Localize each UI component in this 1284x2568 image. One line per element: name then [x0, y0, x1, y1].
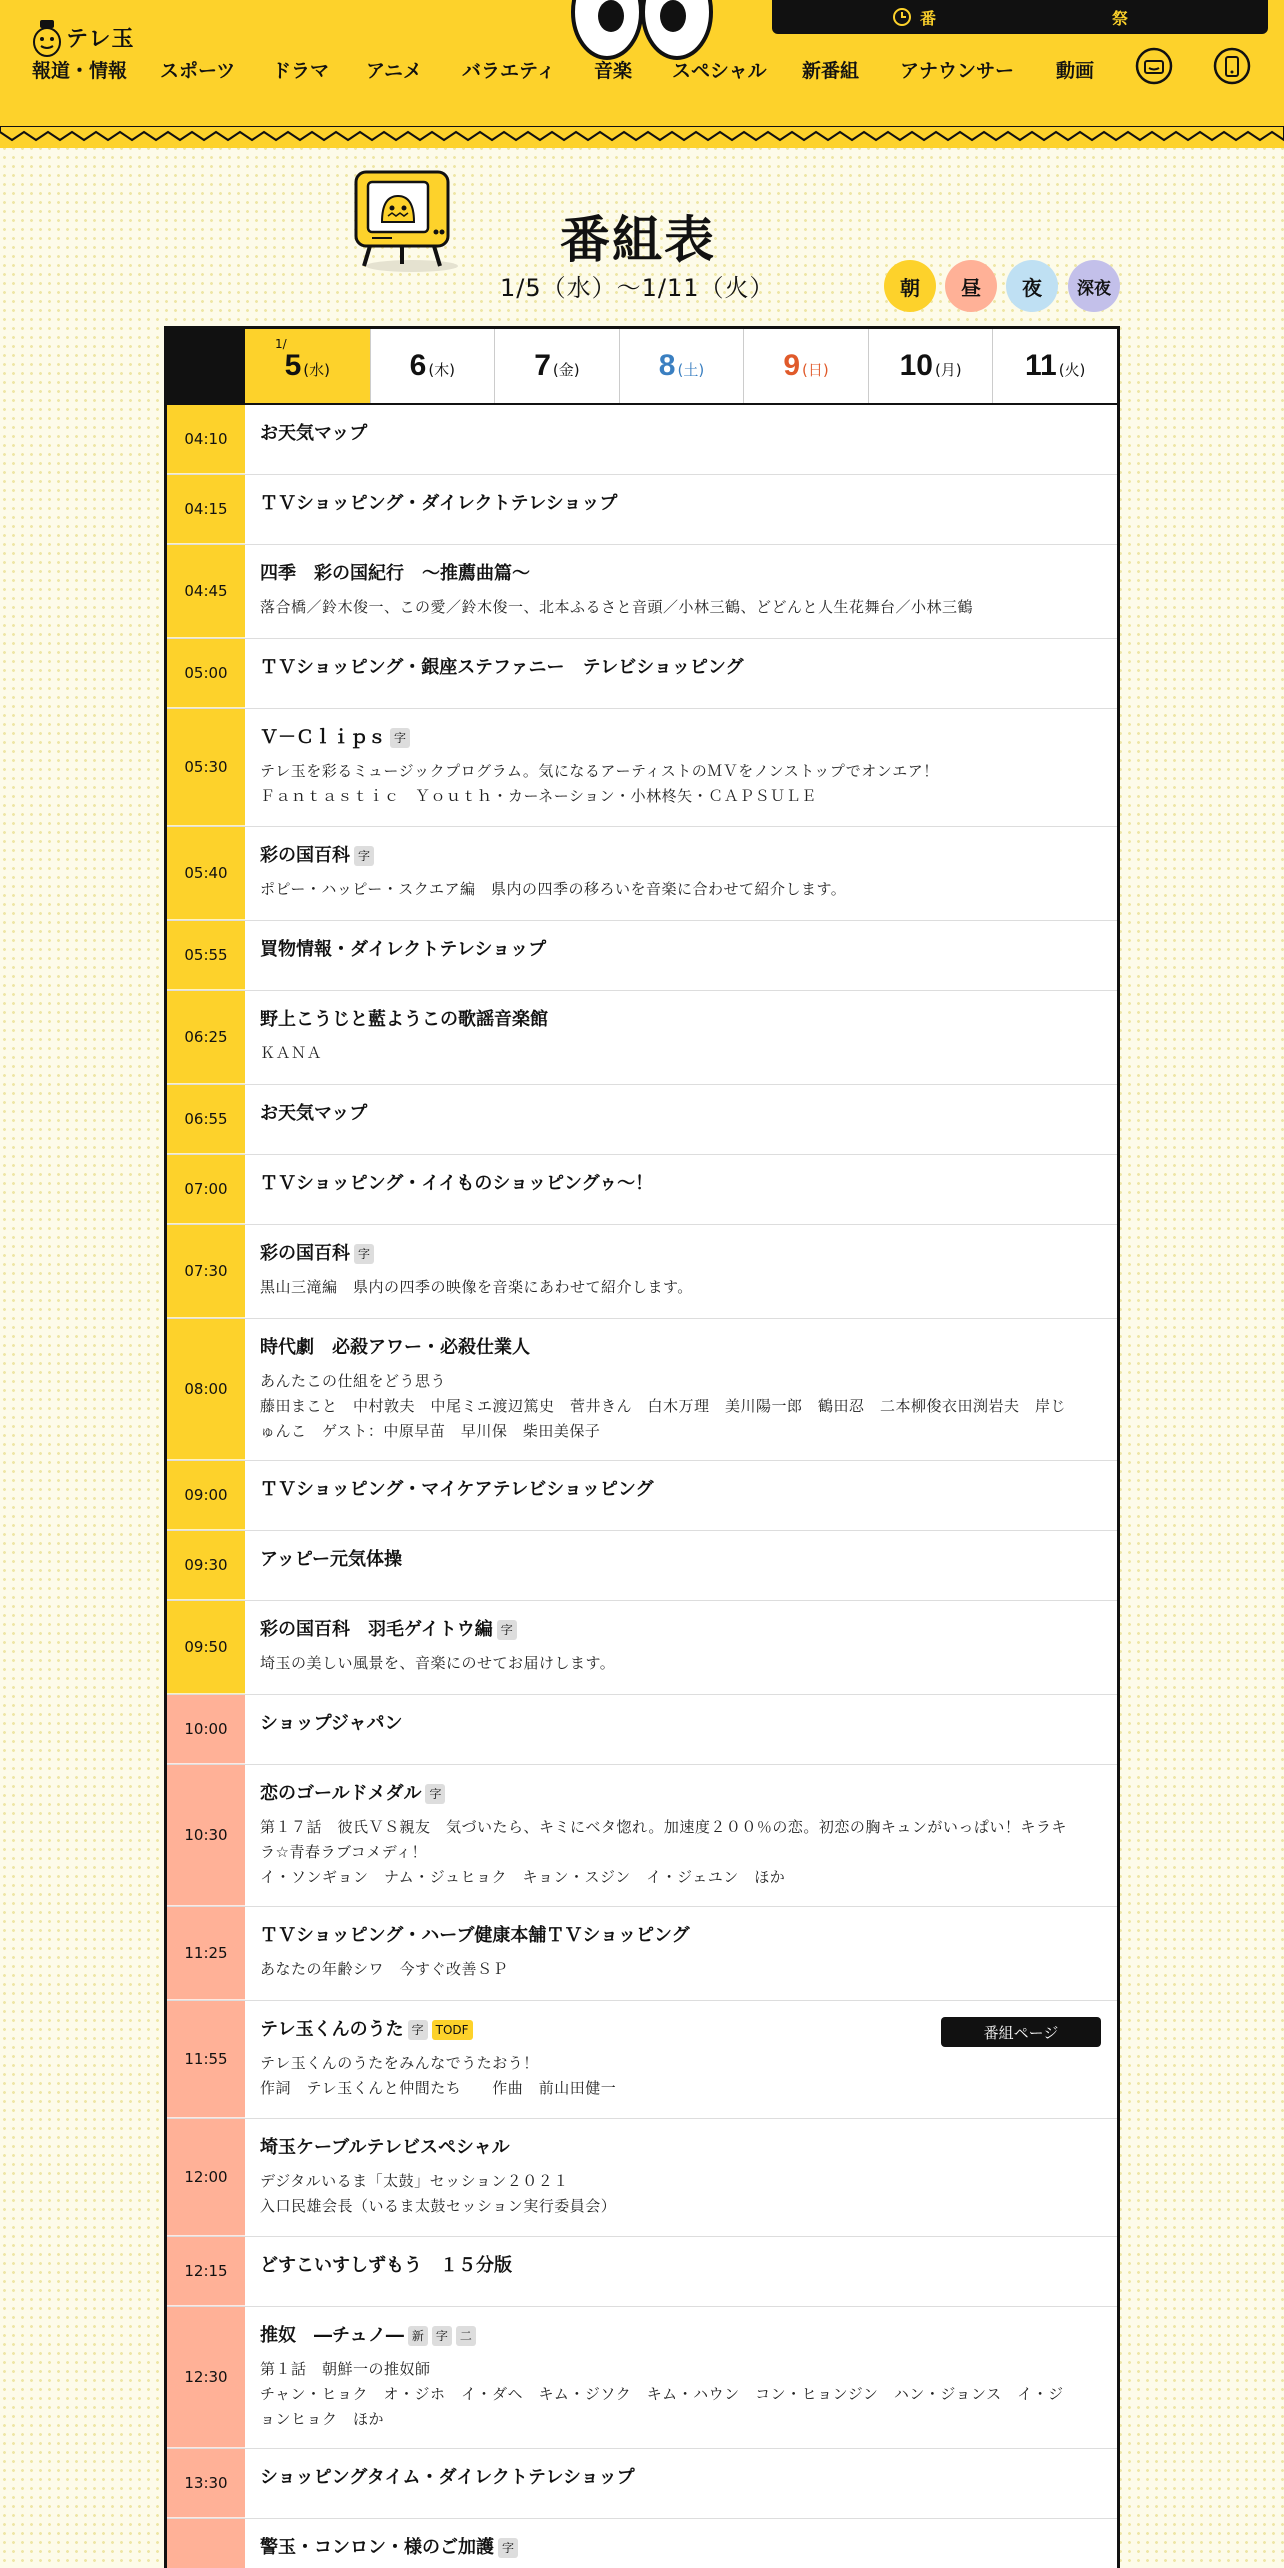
program-badge: 字	[354, 1244, 374, 1264]
description-line: ラ☆青春ラブコメディ！	[260, 1843, 427, 1861]
program-time: 09:00	[167, 1461, 245, 1530]
program-time: 05:00	[167, 639, 245, 708]
date-range: 1/5（水）〜1/11（火）	[500, 274, 775, 302]
day-tab-10[interactable]	[868, 329, 993, 403]
program-title[interactable]	[260, 2535, 1101, 2561]
program-time	[167, 2519, 245, 2568]
program-description	[260, 595, 1101, 620]
program-title-text: ショップジャパン	[260, 1713, 403, 1734]
description-line: 黒山三滝編 県内の四季の映像を音楽にあわせて紹介します。	[260, 1278, 693, 1296]
logo-text: テレ玉	[66, 27, 135, 52]
program-title-text: お天気マップ	[260, 1103, 368, 1124]
program-time: 07:00	[167, 1155, 245, 1224]
day-tab-6[interactable]	[370, 329, 495, 403]
program-badge: 新	[408, 2326, 428, 2346]
program-time: 11:25	[167, 1907, 245, 2000]
description-line: 藤田まこと 中村敦夫 中尾ミエ渡辺篤史 菅井きん 白木万理 美川陽一郎 鶴田忍 二本柳俊衣田渕岩夫 岸じ	[260, 1397, 1067, 1415]
program-title[interactable]	[260, 2465, 1101, 2491]
time-morning-button[interactable]: 朝	[884, 260, 936, 312]
program-title[interactable]	[260, 1617, 1101, 1643]
program-info	[260, 2135, 1101, 2219]
program-row	[167, 639, 1117, 709]
table-corner	[167, 329, 245, 405]
time-noon-button[interactable]: 昼	[945, 260, 997, 312]
program-row	[167, 475, 1117, 545]
program-info	[260, 937, 1101, 963]
program-badge: 字	[432, 2326, 452, 2346]
program-time: 11:55	[167, 2001, 245, 2118]
program-title[interactable]	[260, 937, 1101, 963]
program-title-text: 推奴 ―チュノ―	[260, 2325, 404, 2346]
program-title-text: 買物情報・ダイレクトテレショップ	[260, 939, 547, 960]
program-badge: 字	[354, 846, 374, 866]
program-description	[260, 877, 1101, 902]
description-line: チャン・ヒョク オ・ジホ イ・ダヘ キム・ジソク キム・ハウン コン・ヒョンジン ハン・ジョンス イ・ジ	[260, 2385, 1064, 2403]
program-row	[167, 1695, 1117, 1765]
program-title-text: ＴＶショッピング・ダイレクトテレショップ	[260, 493, 618, 514]
clock-right-text: 祭	[1112, 9, 1129, 28]
program-info	[260, 655, 1101, 681]
program-time: 07:30	[167, 1225, 245, 1318]
program-info	[260, 843, 1101, 902]
day-of-week: (火)	[1058, 360, 1086, 379]
program-title[interactable]	[260, 2323, 1101, 2349]
program-info	[260, 491, 1101, 517]
nav-announcers[interactable]: アナウンサー	[900, 60, 1015, 82]
program-time: 04:10	[167, 405, 245, 474]
program-description	[260, 1041, 1101, 1066]
program-description	[260, 1815, 1101, 1890]
description-line: 落合橋／鈴木俊一、この愛／鈴木俊一、北本ふるさと音頭／小林三鶴、どどんと人生花舞台／小林三鶴	[260, 598, 974, 616]
program-badge: 字	[408, 2020, 428, 2040]
description-line: あんたこの仕組をどう思う	[260, 1372, 447, 1390]
day-number: 6	[409, 349, 427, 382]
program-title-text: 野上こうじと藍ようこの歌謡音楽館	[260, 1009, 548, 1030]
program-row	[167, 1085, 1117, 1155]
tele-tama-app-icon[interactable]	[1134, 46, 1174, 86]
description-line: 埼玉の美しい風景を、音楽にのせてお届けします。	[260, 1654, 616, 1672]
program-page-button[interactable]: 番組ページ	[941, 2017, 1101, 2047]
program-time: 10:00	[167, 1695, 245, 1764]
program-title-text: アッピー元気体操	[260, 1549, 403, 1570]
program-info	[260, 421, 1101, 447]
program-title[interactable]	[260, 1477, 1101, 1503]
program-row	[167, 1225, 1117, 1319]
program-title-text: 時代劇 必殺アワー・必殺仕業人	[260, 1337, 530, 1358]
program-title-text: お天気マップ	[260, 423, 368, 444]
page-title: 番組表	[560, 210, 716, 269]
day-header-row	[167, 329, 1117, 405]
program-time: 12:15	[167, 2237, 245, 2306]
description-line: イ・ソンギョン ナム・ジュヒョク キョン・スジン イ・ジェユン ほか	[260, 1868, 786, 1886]
program-row	[167, 1155, 1117, 1225]
program-time: 08:00	[167, 1319, 245, 1460]
day-tab-9[interactable]	[743, 329, 868, 403]
program-info	[260, 1007, 1101, 1066]
description-line: テレ玉くんのうたをみんなでうたおう！	[260, 2054, 539, 2072]
day-of-week: (水)	[303, 360, 330, 379]
description-line: 第１話 朝鮮一の推奴師	[260, 2360, 431, 2378]
program-time: 12:00	[167, 2119, 245, 2236]
program-time: 05:30	[167, 709, 245, 826]
program-title[interactable]	[260, 561, 1101, 587]
program-info	[260, 1101, 1101, 1127]
program-title[interactable]	[260, 843, 1101, 869]
day-tab-5[interactable]	[245, 329, 370, 403]
program-row	[167, 2449, 1117, 2519]
program-description	[260, 1275, 1101, 1300]
program-info	[260, 2465, 1101, 2491]
day-number: 9	[783, 349, 801, 382]
program-badge: 字	[390, 728, 410, 748]
program-title-text: 警玉・コンロン・様のご加護	[260, 2537, 494, 2558]
program-info	[260, 2535, 1101, 2561]
program-time: 05:40	[167, 827, 245, 920]
tv-mascot-icon	[352, 166, 462, 274]
program-description	[260, 759, 1101, 809]
program-time: 04:45	[167, 545, 245, 638]
program-badge: TODF	[432, 2020, 473, 2040]
header-zigzag-edge	[0, 126, 1284, 154]
program-title-text: どすこいすしずもう １５分版	[260, 2255, 512, 2276]
day-of-week: (土)	[677, 360, 705, 379]
program-row	[167, 921, 1117, 991]
program-badge: 字	[498, 2538, 518, 2558]
program-row	[167, 1531, 1117, 1601]
description-line: Ｆａｎｔａｓｔｉｃ Ｙｏｕｔｈ・カーネーション・小林柊矢・ＣＡＰＳＵＬＥ	[260, 787, 817, 805]
program-title[interactable]	[260, 1781, 1101, 1807]
program-title[interactable]	[260, 1923, 1101, 1949]
program-title-text: ＴＶショッピング・ハーブ健康本舗ＴＶショッピング	[260, 1925, 690, 1946]
program-title[interactable]	[260, 655, 1101, 681]
description-line: ポピー・ハッピー・スクエア編 県内の四季の移ろいを音楽に合わせて紹介します。	[260, 880, 847, 898]
program-description	[260, 1369, 1101, 1444]
program-title-text: 恋のゴールドメダル	[260, 1783, 422, 1804]
program-info	[260, 1241, 1101, 1300]
program-title[interactable]	[260, 725, 1101, 751]
description-line: 入口民雄会長（いるま太鼓セッション実行委員会）	[260, 2197, 617, 2215]
program-description	[260, 2051, 1101, 2101]
program-description	[260, 2357, 1101, 2432]
description-line: ＫＡＮＡ	[260, 1044, 323, 1062]
nav-news[interactable]: 報道・情報	[32, 60, 128, 82]
day-tab-7[interactable]	[494, 329, 619, 403]
nav-new-programs[interactable]: 新番組	[802, 60, 860, 82]
day-number: 11	[1024, 349, 1057, 382]
program-time: 04:15	[167, 475, 245, 544]
program-description	[260, 2169, 1101, 2219]
program-row	[167, 2119, 1117, 2237]
program-row	[167, 1907, 1117, 2001]
program-row	[167, 1461, 1117, 1531]
program-row	[167, 2519, 1117, 2568]
program-info	[260, 1781, 1101, 1890]
program-description	[260, 1651, 1101, 1676]
nav-special[interactable]: スペシャル	[672, 60, 767, 82]
nav-anime[interactable]: アニメ	[366, 60, 423, 82]
program-description	[260, 1957, 1101, 1982]
program-row	[167, 991, 1117, 1085]
program-row	[167, 2307, 1117, 2449]
nav-drama[interactable]: ドラマ	[272, 60, 330, 82]
schedule-table	[164, 326, 1120, 2568]
program-info	[260, 1711, 1101, 1737]
time-latenight-button[interactable]: 深夜	[1068, 260, 1120, 312]
description-line: あなたの年齢シワ 今すぐ改善ＳＰ	[260, 1960, 509, 1978]
program-info	[260, 1547, 1101, 1573]
program-row	[167, 1765, 1117, 1907]
program-time: 12:30	[167, 2307, 245, 2448]
program-title[interactable]	[260, 1101, 1101, 1127]
program-title[interactable]	[260, 1007, 1101, 1033]
program-title-text: ショッピングタイム・ダイレクトテレショップ	[260, 2467, 635, 2488]
day-of-week: (月)	[934, 360, 962, 379]
program-row	[167, 827, 1117, 921]
program-title-text: ＴＶショッピング・イイものショッピングゥ～！	[260, 1173, 654, 1194]
program-info	[260, 1617, 1101, 1676]
program-info	[260, 2253, 1101, 2279]
day-of-week: (金)	[552, 360, 580, 379]
program-title-text: テレ玉くんのうた	[260, 2019, 404, 2040]
program-title-text: 埼玉ケーブルテレビスペシャル	[260, 2137, 510, 2158]
program-badge: 字	[497, 1620, 517, 1640]
program-title-text: 四季 彩の国紀行 ～推薦曲篇～	[260, 563, 530, 584]
program-title[interactable]	[260, 1241, 1101, 1267]
program-badge: 二	[456, 2326, 476, 2346]
clock-text: 番	[920, 9, 937, 28]
program-title[interactable]	[260, 1711, 1101, 1737]
nav-music[interactable]: 音楽	[594, 60, 633, 82]
program-info	[260, 725, 1101, 809]
description-line: ョンヒョク ほか	[260, 2410, 385, 2428]
program-time: 06:55	[167, 1085, 245, 1154]
description-line: デジタルいるま「太鼓」セッション２０２１	[260, 2172, 569, 2190]
nav-variety[interactable]: バラエティ	[462, 60, 556, 82]
nav-videos[interactable]: 動画	[1056, 60, 1095, 82]
day-number: 8	[658, 349, 676, 382]
program-time: 13:30	[167, 2449, 245, 2518]
day-of-week: (日)	[802, 360, 829, 379]
program-info	[260, 1171, 1101, 1197]
program-time: 05:55	[167, 921, 245, 990]
program-title[interactable]	[260, 2253, 1101, 2279]
description-line: ゅんこ ゲスト：中原早苗 早川保 柴田美保子	[260, 1422, 601, 1440]
clock-icon	[892, 7, 912, 27]
description-line: 第１７話 彼氏ＶＳ親友 気づいたら、キミにベタ惚れ。加速度２００％の恋。初恋の胸キュンがいっぱい！キラキ	[260, 1818, 1067, 1836]
program-info	[260, 1477, 1101, 1503]
program-title-text: 彩の国百科 羽毛ゲイトウ編	[260, 1619, 493, 1640]
description-line: テレ玉を彩るミュージックプログラム。気になるアーティストのＭＶをノンストップでオンエア！	[260, 762, 939, 780]
program-title[interactable]	[260, 1547, 1101, 1573]
program-time: 10:30	[167, 1765, 245, 1906]
program-title[interactable]	[260, 1171, 1101, 1197]
program-row	[167, 2237, 1117, 2307]
clock-bar	[772, 0, 1268, 34]
program-title-text: 彩の国百科	[260, 845, 350, 866]
program-row	[167, 2001, 1117, 2119]
program-row	[167, 1319, 1117, 1461]
nav-sports[interactable]: スポーツ	[160, 60, 236, 82]
program-row	[167, 405, 1117, 475]
program-title[interactable]	[260, 1335, 1101, 1361]
day-number: 5	[284, 349, 302, 382]
day-month: 1/	[275, 337, 287, 351]
program-row	[167, 1601, 1117, 1695]
program-badge: 字	[425, 1784, 445, 1804]
program-title[interactable]	[260, 491, 1101, 517]
program-title-text: Ｖ－Ｃｌｉｐｓ	[260, 727, 386, 748]
program-info	[260, 1335, 1101, 1444]
program-info	[260, 2323, 1101, 2432]
program-info	[260, 1923, 1101, 1982]
day-tab-11[interactable]	[992, 329, 1117, 403]
day-of-week: (木)	[428, 360, 456, 379]
program-time: 09:30	[167, 1531, 245, 1600]
program-info	[260, 561, 1101, 620]
program-title[interactable]	[260, 2135, 1101, 2161]
time-night-button[interactable]: 夜	[1006, 260, 1058, 312]
day-number: 7	[534, 349, 551, 382]
program-title-text: ＴＶショッピング・マイケアテレビショッピング	[260, 1479, 654, 1500]
day-tab-8[interactable]	[619, 329, 744, 403]
program-time: 06:25	[167, 991, 245, 1084]
program-row	[167, 545, 1117, 639]
day-number: 10	[899, 349, 933, 382]
program-title-text: 彩の国百科	[260, 1243, 350, 1264]
program-title[interactable]	[260, 421, 1101, 447]
program-time: 09:50	[167, 1601, 245, 1694]
tele-tama-mobile-icon[interactable]	[1212, 46, 1252, 86]
program-row	[167, 709, 1117, 827]
description-line: 作詞 テレ玉くんと仲間たち 作曲 前山田健一	[260, 2079, 617, 2097]
program-title-text: ＴＶショッピング・銀座ステファニー テレビショッピング	[260, 657, 744, 678]
main-nav	[0, 52, 1284, 86]
